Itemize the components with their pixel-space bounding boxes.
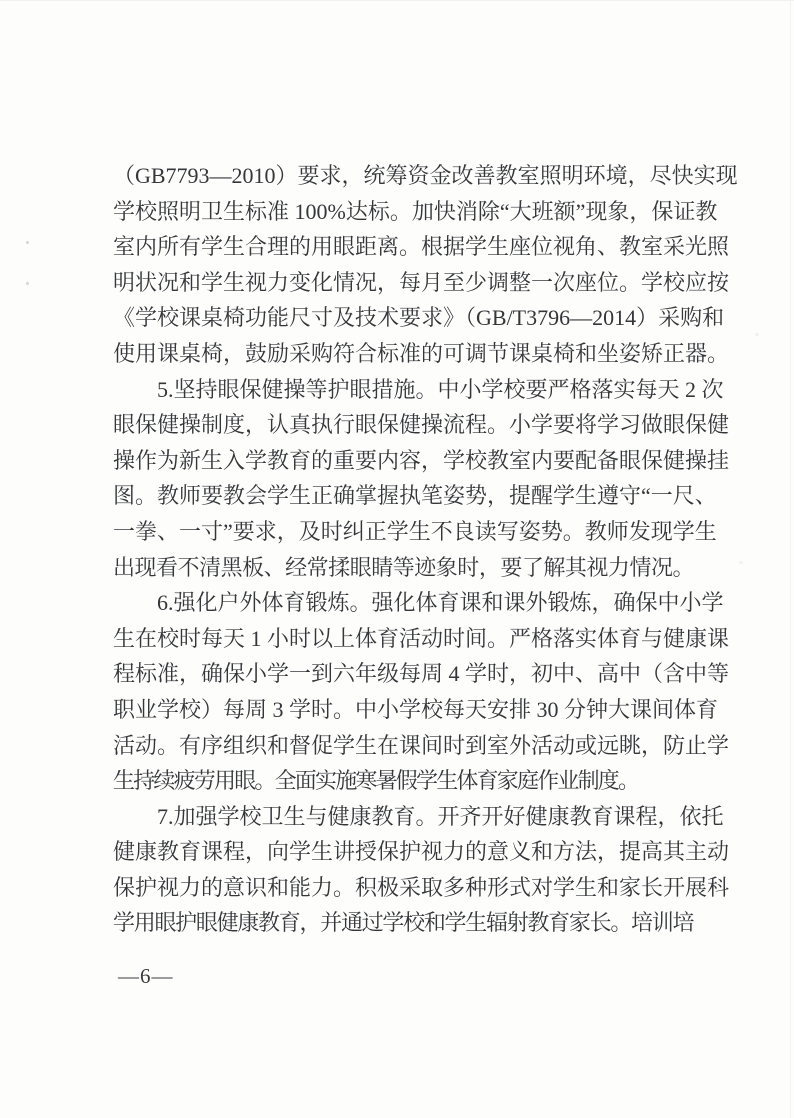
text-line: （GB7793—2010）要求，统筹资金改善教室照明环境，尽快实现 (113, 163, 738, 188)
scan-speck (26, 241, 29, 244)
scan-speck (755, 333, 759, 336)
text-line: 保护视力的意识和能力。积极采取多种形式对学生和家长开展科 (113, 874, 730, 900)
text-line: 图。教师要教会学生正确掌握执笔姿势，提醒学生遵守“一尺、 (113, 483, 717, 509)
body-text-block (113, 158, 738, 941)
text-line: 眼保健操制度，认真执行眼保健操流程。小学要将学习做眼保健 (113, 412, 730, 438)
scan-speck (26, 282, 29, 285)
text-line: 使用课桌椅，鼓励采购符合标准的可调节课桌椅和坐姿矫正器。 (113, 340, 730, 366)
scan-speck (739, 561, 743, 564)
text-line: 一拳、一寸”要求，及时纠正学生不良读写姿势。教师发现学生 (113, 518, 717, 544)
text-line: 室内所有学生合理的用眼距离。根据学生座位视角、教室采光照 (113, 234, 730, 260)
text-line: 生持续疲劳用眼。全面实施寒暑假学生体育家庭作业制度。 (113, 768, 639, 794)
text-line: 出现看不清黑板、经常揉眼睛等迹象时，要了解其视力情况。 (113, 554, 693, 580)
text-line: 程标准，确保小学一到六年级每周 4 学时，初中、高中（含中等 (113, 661, 730, 687)
text-line: 明状况和学生视力变化情况，每月至少调整一次座位。学校应按 (113, 269, 730, 295)
text-line: 健康教育课程，向学生讲授保护视力的意义和方法，提高其主动 (113, 839, 730, 865)
page-number: —6— (118, 964, 174, 988)
text-line: 生在校时每天 1 小时以上体育活动时间。严格落实体育与健康课 (113, 625, 730, 651)
scan-edge-artifact (790, 1, 791, 1118)
text-line: 职业学校）每周 3 学时。中小学校每天安排 30 分钟大课间体育 (113, 696, 719, 722)
text-line-paragraph-start: 5.坚持眼保健操等护眼措施。中小学校要严格落实每天 2 次 (157, 376, 724, 402)
text-line-paragraph-start: 6.强化户外体育锻炼。强化体育课和课外锻炼，确保中小学 (157, 590, 724, 616)
text-line: 活动。有序组织和督促学生在课间时到室外活动或远眺，防止学 (113, 732, 730, 758)
text-line-paragraph-start: 7.加强学校卫生与健康教育。开齐开好健康教育课程，依托 (157, 803, 724, 829)
text-line: 学用眼护眼健康教育，并通过学校和学生辐射教育家长。培训培 (113, 910, 693, 936)
text-line: 学校照明卫生标准 100%达标。加快消除“大班额”现象，保证教 (113, 198, 718, 224)
text-line: 操作为新生入学教育的重要内容，学校教室内要配备眼保健操挂 (113, 447, 730, 473)
text-line: 《学校课桌椅功能尺寸及技术要求》（GB/T3796—2014）采购和 (113, 305, 725, 331)
